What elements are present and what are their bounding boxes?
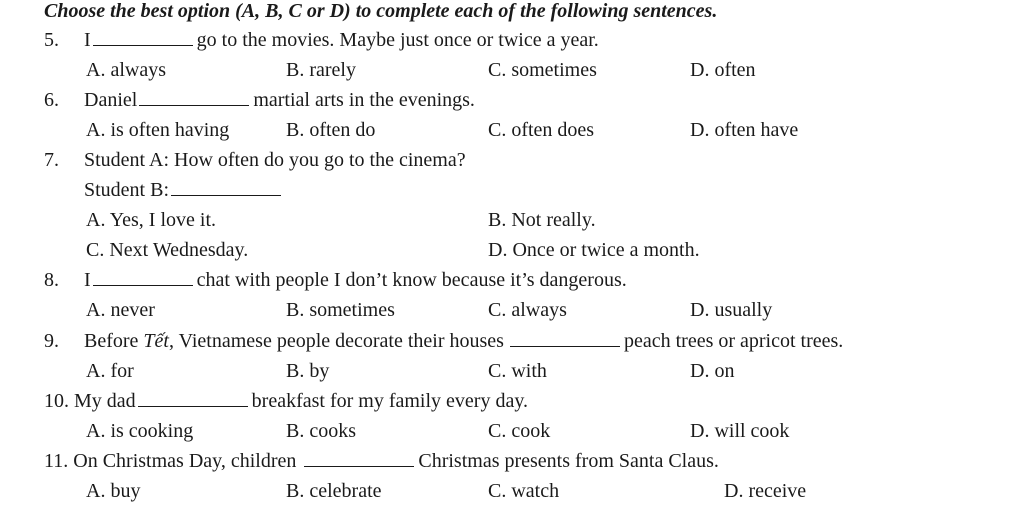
stem-before: Student B: — [84, 179, 170, 201]
option-b: B. often do — [286, 119, 376, 141]
option-b: B. Not really. — [488, 209, 596, 231]
stem-before: I — [84, 29, 91, 51]
question-stem — [84, 85, 475, 115]
stem-before: Daniel — [84, 89, 138, 111]
option-a: A. is cooking — [86, 420, 194, 442]
answer-blank — [304, 446, 414, 467]
option-b: B. by — [286, 360, 330, 382]
question-number: 11. — [44, 450, 69, 472]
option-d: D. usually — [690, 299, 773, 321]
stem-before: My dad — [74, 390, 136, 412]
stem-after: breakfast for my family every day. — [251, 390, 529, 412]
question-stem — [84, 326, 843, 356]
answer-blank — [138, 386, 248, 407]
stem-after: martial arts in the evenings. — [253, 89, 475, 111]
option-d: D. often — [690, 59, 756, 81]
option-d: D. Once or twice a month. — [488, 239, 700, 261]
option-b: B. rarely — [286, 59, 356, 81]
option-c: C. with — [488, 360, 547, 382]
stem-after: Christmas presents from Santa Claus. — [418, 450, 719, 472]
question-number: 8. — [44, 269, 59, 291]
italic-term: Tết — [143, 330, 169, 352]
question-stem: Student A: How often do you go to the cinema? — [84, 149, 466, 171]
question-stem — [84, 25, 599, 55]
answer-blank — [93, 265, 193, 286]
option-b: B. celebrate — [286, 480, 382, 502]
option-a: A. Yes, I love it. — [86, 209, 217, 231]
option-c: C. cook — [488, 420, 551, 442]
option-d: D. receive — [724, 480, 807, 502]
option-c: C. Next Wednesday. — [86, 239, 249, 261]
question-number: 7. — [44, 149, 59, 171]
option-c: C. sometimes — [488, 59, 597, 81]
option-a: A. never — [86, 299, 155, 321]
option-b: B. cooks — [286, 420, 356, 442]
answer-blank — [510, 326, 620, 347]
option-b: B. sometimes — [286, 299, 395, 321]
stem-before: On Christmas Day, children — [73, 450, 297, 472]
question-number: 6. — [44, 89, 59, 111]
option-c: C. always — [488, 299, 567, 321]
option-a: A. always — [86, 59, 166, 81]
stem-prefix: Before — [84, 330, 139, 352]
answer-blank — [139, 85, 249, 106]
stem-before: , Vietnamese people decorate their houses — [168, 330, 504, 352]
question-stem — [44, 386, 528, 416]
answer-blank — [171, 175, 281, 196]
stem-after: chat with people I don’t know because it’s dangerous. — [196, 269, 627, 291]
option-a: A. for — [86, 360, 134, 382]
option-c: C. often does — [488, 119, 595, 141]
answer-blank — [93, 25, 193, 46]
question-stem — [84, 265, 627, 295]
option-d: D. often have — [690, 119, 799, 141]
stem-after: peach trees or apricot trees. — [623, 330, 844, 352]
response-stem — [84, 175, 285, 205]
option-d: D. will cook — [690, 420, 790, 442]
stem-after: go to the movies. Maybe just once or twice a year. — [196, 29, 599, 51]
question-number: 9. — [44, 330, 59, 352]
instruction-heading: Choose the best option (A, B, C or D) to complete each of the following sentences. — [44, 0, 718, 22]
question-number: 10. — [44, 390, 69, 412]
option-a: A. is often having — [86, 119, 230, 141]
question-stem — [44, 446, 719, 476]
option-a: A. buy — [86, 480, 141, 502]
stem-before: I — [84, 269, 91, 291]
question-number: 5. — [44, 29, 59, 51]
option-c: C. watch — [488, 480, 560, 502]
option-d: D. on — [690, 360, 735, 382]
